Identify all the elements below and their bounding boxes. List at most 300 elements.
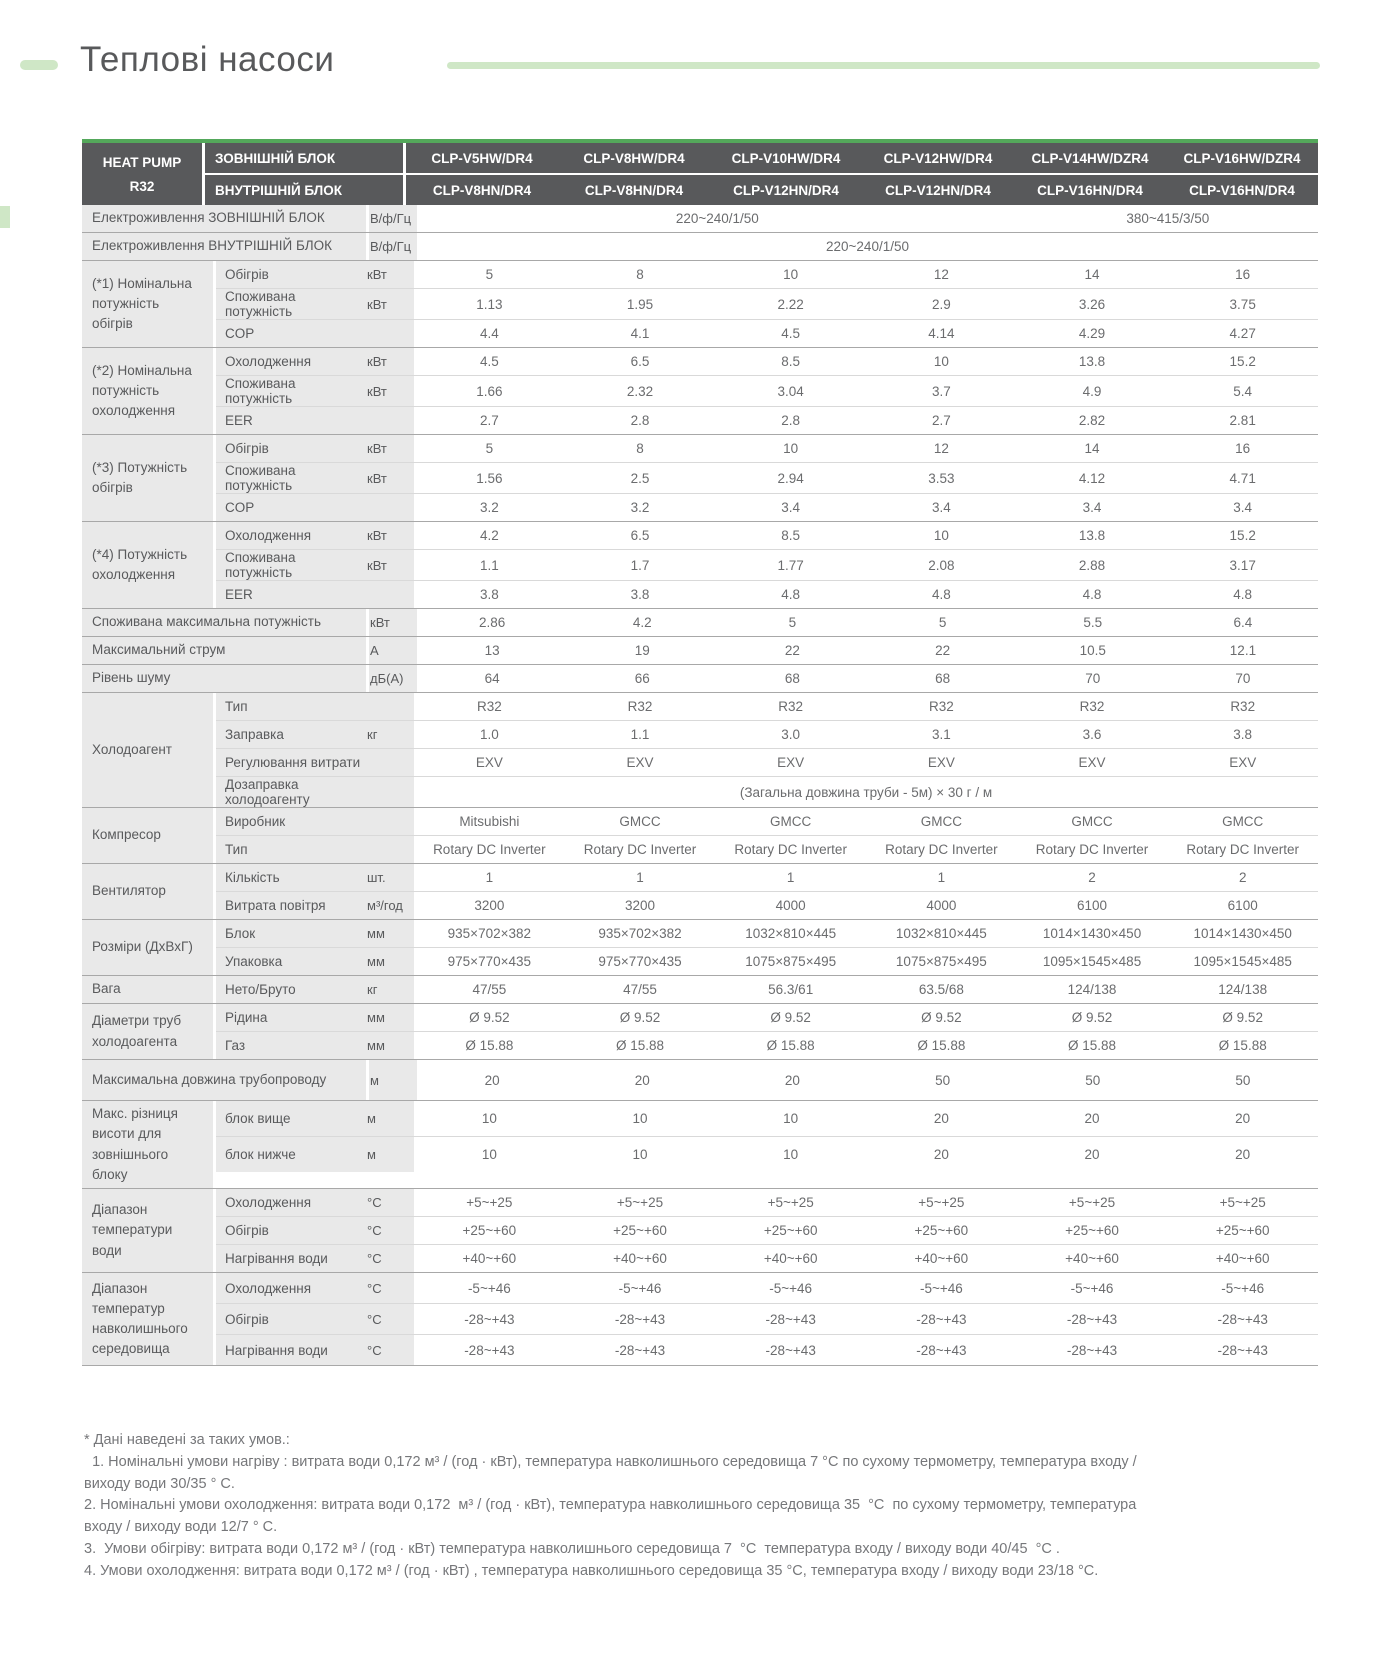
spec-value-span: 380~415/3/50 (1126, 211, 1210, 226)
spec-value-cell: 1.1 (630, 727, 650, 742)
spec-value-cell: 1.13 (476, 296, 503, 312)
spec-row (216, 494, 1318, 521)
spec-row-unit: кВт (366, 348, 414, 375)
spec-rows (369, 233, 1318, 260)
spec-row-name: Рідина (216, 1004, 366, 1031)
spec-value-cell: GMCC (1222, 814, 1264, 829)
spec-row-unit (366, 749, 414, 776)
spec-row-name: Обігрів (216, 1217, 366, 1244)
spec-value-cell: +5~+25 (767, 1195, 814, 1210)
spec-value-cell: 8.5 (781, 354, 801, 369)
spec-value-cell: 20 (484, 1072, 500, 1088)
spec-row (216, 348, 1318, 376)
spec-row-name: Газ (216, 1032, 366, 1059)
spec-value-cell: 3.1 (931, 727, 951, 742)
spec-row (216, 948, 1318, 975)
spec-value-cell: -28~+43 (614, 1342, 666, 1358)
header-indoor-model: CLP-V8HN/DR4 (432, 182, 532, 198)
spec-row (216, 261, 1318, 289)
spec-value-cell: 1075×875×495 (745, 954, 837, 969)
spec-row-unit: кВт (366, 435, 414, 462)
spec-row-unit (366, 320, 414, 347)
header-indoor-model: CLP-V12HN/DR4 (733, 182, 839, 198)
spec-row-unit: м³/год (366, 892, 414, 919)
spec-rows (216, 435, 1318, 521)
spec-section (82, 693, 1318, 808)
spec-row (369, 1060, 1318, 1100)
spec-row-unit (366, 693, 414, 720)
spec-value-cell: 6100 (1077, 898, 1108, 913)
header-indoor-models (406, 175, 1318, 205)
spec-value-cell: 2.32 (626, 383, 654, 399)
spec-value-cell: 4.8 (1082, 587, 1102, 602)
spec-group-label (82, 1101, 216, 1188)
spec-value-cell: R32 (476, 699, 502, 714)
spec-section (82, 522, 1318, 609)
spec-value-cell: Ø 9.52 (619, 1010, 661, 1025)
spec-value-cell: Ø 9.52 (1071, 1010, 1113, 1025)
spec-value-cell: R32 (778, 699, 804, 714)
spec-value-cell: 10 (783, 1147, 799, 1162)
spec-value-cell: 4.8 (781, 587, 801, 602)
spec-rows (216, 261, 1318, 347)
header-outdoor-model: CLP-V14HW/DZR4 (1031, 150, 1149, 166)
spec-value-cell: Ø 9.52 (921, 1010, 962, 1025)
spec-group-label-text: Максимальна довжина трубопроводу (92, 1071, 327, 1087)
spec-row-unit: мм (366, 1032, 414, 1059)
spec-value-cell: 4.2 (632, 615, 652, 630)
header-outdoor-model: CLP-V16HW/DZR4 (1183, 150, 1301, 166)
spec-row-name: Охолодження (216, 522, 366, 549)
spec-group-label (82, 1273, 216, 1365)
spec-value-cell: +40~+60 (1215, 1251, 1270, 1266)
spec-group-label (82, 920, 216, 975)
spec-value-cell: EXV (626, 755, 654, 770)
spec-group-label-text: (*2) Номінальна потужність охолодження (92, 362, 192, 419)
spec-section (82, 205, 1318, 233)
spec-row (216, 1101, 1318, 1137)
spec-row-unit: °C (366, 1335, 414, 1365)
spec-value-cell: 3.4 (781, 500, 801, 515)
spec-value-cell: 1 (786, 870, 795, 885)
spec-row-name: Тип (216, 836, 366, 863)
spec-value-cell: 4.9 (1082, 383, 1102, 399)
spec-value-cell: +5~+25 (918, 1195, 965, 1210)
spec-value-cell: 68 (935, 671, 951, 686)
footnotes (84, 1430, 1159, 1582)
spec-value-cell: 10 (783, 1111, 799, 1126)
spec-row (369, 637, 1318, 664)
spec-row-unit: шт. (366, 864, 414, 891)
spec-group-label-text: Електроживлення ЗОВНІШНІЙ БЛОК (92, 210, 325, 226)
spec-value-cell: 2.94 (777, 470, 804, 486)
spec-value-cell: 68 (784, 671, 800, 686)
page-title: Теплові насоси (80, 40, 335, 79)
spec-value-cell: 1032×810×445 (745, 926, 837, 941)
spec-section (82, 864, 1318, 920)
spec-value-cell: 2.88 (1078, 557, 1106, 573)
spec-value-cell: -5~+46 (919, 1280, 963, 1296)
spec-value-cell: Ø 9.52 (770, 1010, 811, 1025)
spec-value-span: (Загальна довжина труби - 5м) × 30 г / м (739, 784, 993, 800)
spec-value-cell: +25~+60 (763, 1223, 818, 1238)
spec-row-name: Нагрівання води (216, 1245, 366, 1272)
spec-value-cell: -5~+46 (769, 1280, 813, 1296)
spec-group-label-text: Діаметри труб холодоагента (92, 1013, 182, 1049)
spec-rows (216, 1101, 1318, 1188)
spec-value-cell: 1075×875×495 (895, 954, 987, 969)
spec-value-cell: 15.2 (1229, 528, 1256, 543)
spec-value-cell: 5 (788, 615, 797, 630)
spec-value-cell: 14 (1084, 441, 1100, 456)
spec-value-cell: 1 (636, 870, 644, 885)
spec-value-cell: +5~+25 (1219, 1195, 1266, 1210)
spec-value-cell: 3.8 (1233, 727, 1253, 742)
spec-value-cell: Ø 15.88 (766, 1038, 815, 1053)
spec-row-name: Витрата повітря (216, 892, 366, 919)
spec-value-cell: 2.8 (781, 413, 801, 428)
spec-section (82, 1101, 1318, 1189)
spec-value-cell: 6.5 (630, 528, 650, 543)
spec-value-cell: 935×702×382 (598, 926, 682, 941)
spec-row (216, 693, 1318, 721)
spec-row-name: Обігрів (216, 261, 366, 288)
spec-value-cell: 10 (933, 354, 949, 369)
spec-group-label-text: (*1) Номінальна потужність обігрів (92, 275, 192, 332)
spec-value-cell: 63.5/68 (918, 982, 964, 997)
spec-group-label-text: Макс. різниця висоти для зовнішнього блоку (92, 1106, 178, 1182)
spec-value-cell: 20 (1235, 1111, 1251, 1126)
spec-value-cell: 4.12 (1078, 470, 1106, 486)
spec-row-unit: °C (366, 1245, 414, 1272)
spec-value-cell: +40~+60 (462, 1251, 517, 1266)
spec-value-cell: Ø 15.88 (465, 1038, 514, 1053)
spec-row-unit: мм (366, 920, 414, 947)
title-accent-line (447, 62, 1320, 69)
spec-value-cell: 64 (484, 671, 500, 686)
spec-row-name: Нагрівання води (216, 1335, 366, 1365)
spec-group-label-text: Електроживлення ВНУТРІШНІЙ БЛОК (92, 238, 333, 254)
spec-value-cell: 4.1 (630, 326, 650, 341)
spec-value-cell: +40~+60 (763, 1251, 818, 1266)
spec-value-cell: 1.0 (479, 727, 499, 742)
spec-value-cell: 3.7 (931, 383, 951, 399)
spec-row (369, 233, 1318, 260)
spec-row (216, 892, 1318, 919)
spec-value-cell: +25~+60 (914, 1223, 969, 1238)
spec-value-cell: 16 (1235, 267, 1251, 282)
spec-value-cell: 3.4 (931, 500, 951, 515)
spec-row (216, 1245, 1318, 1272)
spec-value-cell: 66 (634, 671, 650, 686)
spec-row-unit: °C (366, 1217, 414, 1244)
spec-row-unit: мм (366, 1004, 414, 1031)
spec-value-cell: 4.27 (1229, 326, 1256, 341)
spec-value-cell: 1.66 (476, 383, 503, 399)
spec-value-cell: 8.5 (781, 528, 801, 543)
spec-group-label-text: Діапазон температур навколишнього середовища (92, 1280, 188, 1357)
spec-row (216, 1217, 1318, 1245)
spec-value-cell: -28~+43 (464, 1311, 515, 1327)
spec-value-cell: 20 (1084, 1111, 1100, 1126)
header-outdoor-models (406, 143, 1318, 173)
spec-value-cell: Rotary DC Inverter (1035, 842, 1149, 857)
spec-group-label (82, 693, 216, 807)
spec-value-cell: -28~+43 (916, 1311, 967, 1327)
spec-rows (216, 808, 1318, 863)
spec-row (216, 836, 1318, 863)
footnote-line: 4. Умови охолодження: витрата води 0,172 м³ / (год · кВт) , температура навколишнього середовища 35 °С, температура входу / виходу води 23/18 °С. (84, 1562, 1099, 1579)
spec-value-cell: 3.26 (1078, 296, 1106, 312)
spec-value-cell: 1095×1545×485 (1193, 954, 1292, 969)
spec-section (82, 1060, 1318, 1101)
spec-row-name: Споживана потужність (216, 550, 366, 580)
spec-value-cell: +40~+60 (1065, 1251, 1119, 1266)
title-accent-dash (20, 60, 58, 70)
spec-row-name: Споживана потужність (216, 463, 366, 493)
spec-row-unit (366, 836, 414, 863)
spec-value-cell: 2.22 (777, 296, 804, 312)
spec-section (82, 261, 1318, 348)
spec-row-unit (366, 581, 414, 608)
spec-section (82, 1273, 1318, 1366)
header-indoor-model: CLP-V16HN/DR4 (1037, 182, 1143, 198)
spec-value-cell: 4.4 (479, 326, 499, 341)
spec-value-cell: 1095×1545×485 (1042, 954, 1142, 969)
spec-row-name: Обігрів (216, 1304, 366, 1334)
spec-value-cell: 10 (783, 441, 799, 456)
spec-group-label (82, 348, 216, 434)
spec-group-label (82, 609, 369, 636)
spec-row (216, 721, 1318, 749)
spec-value-cell: -5~+46 (618, 1280, 662, 1296)
spec-rows (216, 1273, 1318, 1365)
spec-value-cell: Mitsubishi (459, 814, 520, 829)
spec-row-name: Упаковка (216, 948, 366, 975)
spec-value-cell: 12 (933, 267, 949, 282)
header-outdoor-label: ЗОВНІШНІЙ БЛОК (205, 143, 403, 173)
spec-value-cell: EXV (475, 755, 503, 770)
spec-value-cell: R32 (627, 699, 653, 714)
spec-value-cell: 1.56 (476, 470, 503, 486)
spec-rows (216, 920, 1318, 975)
spec-row-unit (366, 494, 414, 521)
spec-row (216, 976, 1318, 1003)
spec-value-cell: 3.6 (1082, 727, 1102, 742)
spec-value-cell: 6100 (1227, 898, 1258, 913)
header-outdoor-model: CLP-V5HW/DR4 (431, 150, 533, 166)
spec-value-cell: EXV (927, 755, 955, 770)
spec-value-cell: 10 (481, 1111, 497, 1126)
spec-value-cell: 3200 (624, 898, 656, 913)
spec-rows (216, 976, 1318, 1003)
spec-row (216, 864, 1318, 892)
spec-row (216, 1273, 1318, 1304)
spec-value-cell: 5 (938, 615, 947, 630)
spec-value-cell: 1.7 (630, 557, 650, 573)
spec-value-cell: +5~+25 (466, 1195, 513, 1210)
spec-rows (369, 665, 1318, 692)
spec-row-name: COP (216, 494, 366, 521)
spec-value-cell: 10 (632, 1111, 648, 1126)
spec-value-cell: 14 (1084, 267, 1100, 282)
spec-value-cell: -28~+43 (1217, 1342, 1268, 1358)
spec-row-name: Регулювання витрати (216, 749, 366, 776)
spec-value-cell: +25~+60 (462, 1223, 517, 1238)
spec-row (216, 1335, 1318, 1365)
spec-rows (216, 693, 1318, 807)
spec-group-label (82, 1060, 369, 1100)
spec-value-cell: GMCC (770, 814, 812, 829)
spec-row (216, 376, 1318, 407)
spec-value-cell: -5~+46 (467, 1280, 511, 1296)
spec-row-unit: мм (366, 948, 414, 975)
spec-row-name: Дозаправка холодоагенту (216, 777, 366, 807)
header-outdoor-model: CLP-V10HW/DR4 (731, 150, 841, 166)
spec-value-cell: 47/55 (623, 982, 657, 997)
spec-row-unit: м (366, 1137, 414, 1172)
footnote-line: 1. Номінальні умови нагріву : витрата води 0,172 м³ / (год · кВт), температура навколишнього середовища 7 °С по сухому термометру, температура входу / виходу води 30/35 ° С. (84, 1453, 1141, 1492)
spec-group-label-text: Діапазон температури води (92, 1202, 173, 1258)
spec-group-label-text: Розміри (ДхВхГ) (92, 939, 193, 955)
spec-group-label-text: Вага (92, 981, 121, 997)
spec-row-name: Споживана потужність (216, 289, 366, 319)
spec-value-cell: Ø 9.52 (1222, 1010, 1263, 1025)
spec-value-cell: R32 (928, 699, 954, 714)
header-refrigerant: R32 (129, 178, 155, 194)
spec-rows (216, 1004, 1318, 1059)
spec-value-cell: 50 (935, 1072, 951, 1088)
spec-value-cell: 4.71 (1229, 470, 1256, 486)
spec-rows (369, 637, 1318, 664)
spec-value-cell: 20 (634, 1072, 650, 1088)
spec-group-label-text: Вентилятор (92, 883, 166, 899)
spec-value-cell: -28~+43 (464, 1342, 515, 1358)
spec-value-cell: 3.0 (781, 727, 801, 742)
spec-group-label-text: Споживана максимальна потужність (92, 614, 321, 630)
header-product-cell (82, 143, 202, 205)
header-indoor-label: ВНУТРІШНІЙ БЛОК (205, 175, 403, 205)
spec-table-header (82, 143, 1318, 205)
spec-value-cell: 1032×810×445 (895, 926, 987, 941)
spec-value-cell: 2.8 (630, 413, 650, 428)
spec-value-cell: Rotary DC Inverter (885, 842, 998, 857)
header-outdoor-model: CLP-V8HW/DR4 (583, 150, 685, 166)
footnote-line: 2. Номінальні умови охолодження: витрата води 0,172 м³ / (год · кВт), температура навколишнього середовища 35 °С по сухому термометру, температура входу / виходу води 12/7 ° С. (84, 1497, 1141, 1535)
spec-group-label-text: (*4) Потужність охолодження (92, 546, 188, 582)
spec-row-unit: дБ(А) (369, 665, 417, 692)
spec-row-name: Кількість (216, 864, 366, 891)
spec-row-name: Охолодження (216, 348, 366, 375)
spec-value-cell: 50 (1235, 1072, 1251, 1088)
spec-value-cell: 2 (1238, 870, 1247, 885)
spec-row (216, 550, 1318, 581)
spec-value-cell: 4.8 (931, 587, 951, 602)
spec-value-cell: 124/138 (1218, 982, 1268, 997)
spec-row-unit: °C (366, 1273, 414, 1303)
spec-row-unit: м (366, 1101, 414, 1136)
spec-row-name: Споживана потужність (216, 376, 366, 406)
spec-row-name: COP (216, 320, 366, 347)
footnote-line: 3. Умови обігріву: витрата води 0,172 м³ / (год · кВт) температура навколишнього середовища 7 °С температура входу / виходу води 40/45 °С . (84, 1540, 1060, 1557)
spec-value-cell: Ø 15.88 (1068, 1038, 1117, 1053)
header-indoor-model: CLP-V8HN/DR4 (584, 182, 684, 198)
spec-row (216, 581, 1318, 608)
spec-value-cell: -28~+43 (1066, 1342, 1118, 1358)
spec-value-cell: 50 (1085, 1072, 1101, 1088)
spec-value-cell: 3.2 (630, 500, 650, 515)
spec-section (82, 920, 1318, 976)
spec-row (216, 1189, 1318, 1217)
spec-value-cell: 70 (1235, 671, 1251, 686)
spec-row (216, 808, 1318, 836)
spec-row (369, 665, 1318, 692)
spec-value-cell: 5.5 (1083, 615, 1103, 630)
spec-section (82, 348, 1318, 435)
spec-rows (216, 348, 1318, 434)
spec-value-cell: 20 (1084, 1147, 1100, 1162)
spec-value-cell: 3.8 (479, 587, 499, 602)
spec-value-cell: 3.53 (928, 470, 955, 486)
spec-group-label (82, 435, 216, 521)
spec-value-cell: 1 (485, 870, 494, 885)
spec-value-cell: GMCC (920, 814, 962, 829)
spec-value-cell: 2.82 (1078, 413, 1106, 428)
spec-section (82, 1189, 1318, 1273)
spec-rows (369, 205, 1318, 232)
spec-value-cell: 3.75 (1229, 296, 1256, 312)
spec-row-unit: °C (366, 1189, 414, 1216)
spec-row (216, 1304, 1318, 1335)
spec-row (216, 407, 1318, 434)
spec-value-cell: Ø 15.88 (1218, 1038, 1267, 1053)
spec-value-cell: 4.5 (781, 326, 801, 341)
spec-value-cell: +5~+25 (616, 1195, 664, 1210)
spec-row-unit: кВт (366, 376, 414, 406)
spec-group-label (82, 1004, 216, 1059)
spec-value-cell: 4.5 (479, 354, 499, 369)
spec-value-cell: 2.7 (931, 413, 951, 428)
spec-value-cell: 1.1 (479, 557, 499, 573)
spec-value-cell: 12.1 (1229, 643, 1257, 658)
spec-row (216, 1004, 1318, 1032)
spec-value-cell: Rotary DC Inverter (734, 842, 847, 857)
spec-value-cell: 10 (933, 528, 949, 543)
spec-value-cell: 16 (1235, 441, 1251, 456)
header-indoor-row (205, 175, 1318, 205)
spec-row-unit: А (369, 637, 417, 664)
spec-value-cell: 5 (485, 441, 494, 456)
spec-row-unit: м (369, 1060, 417, 1100)
spec-value-cell: EXV (1229, 755, 1257, 770)
spec-value-cell: -28~+43 (1217, 1311, 1268, 1327)
spec-group-label (82, 1189, 216, 1272)
spec-value-cell: 2 (1088, 870, 1096, 885)
spec-value-cell: 20 (933, 1111, 949, 1126)
spec-row (369, 205, 1318, 232)
spec-row (216, 1032, 1318, 1059)
spec-value-cell: 1.95 (626, 296, 654, 312)
spec-value-cell: GMCC (619, 814, 661, 829)
spec-group-label (82, 637, 369, 664)
spec-row-unit: кг (366, 721, 414, 748)
spec-group-label (82, 808, 216, 863)
spec-row-name: Заправка (216, 721, 366, 748)
spec-value-cell: 3.8 (630, 587, 650, 602)
spec-row-name: Блок (216, 920, 366, 947)
spec-value-cell: 15.2 (1229, 354, 1256, 369)
spec-value-cell: Rotary DC Inverter (583, 842, 697, 857)
